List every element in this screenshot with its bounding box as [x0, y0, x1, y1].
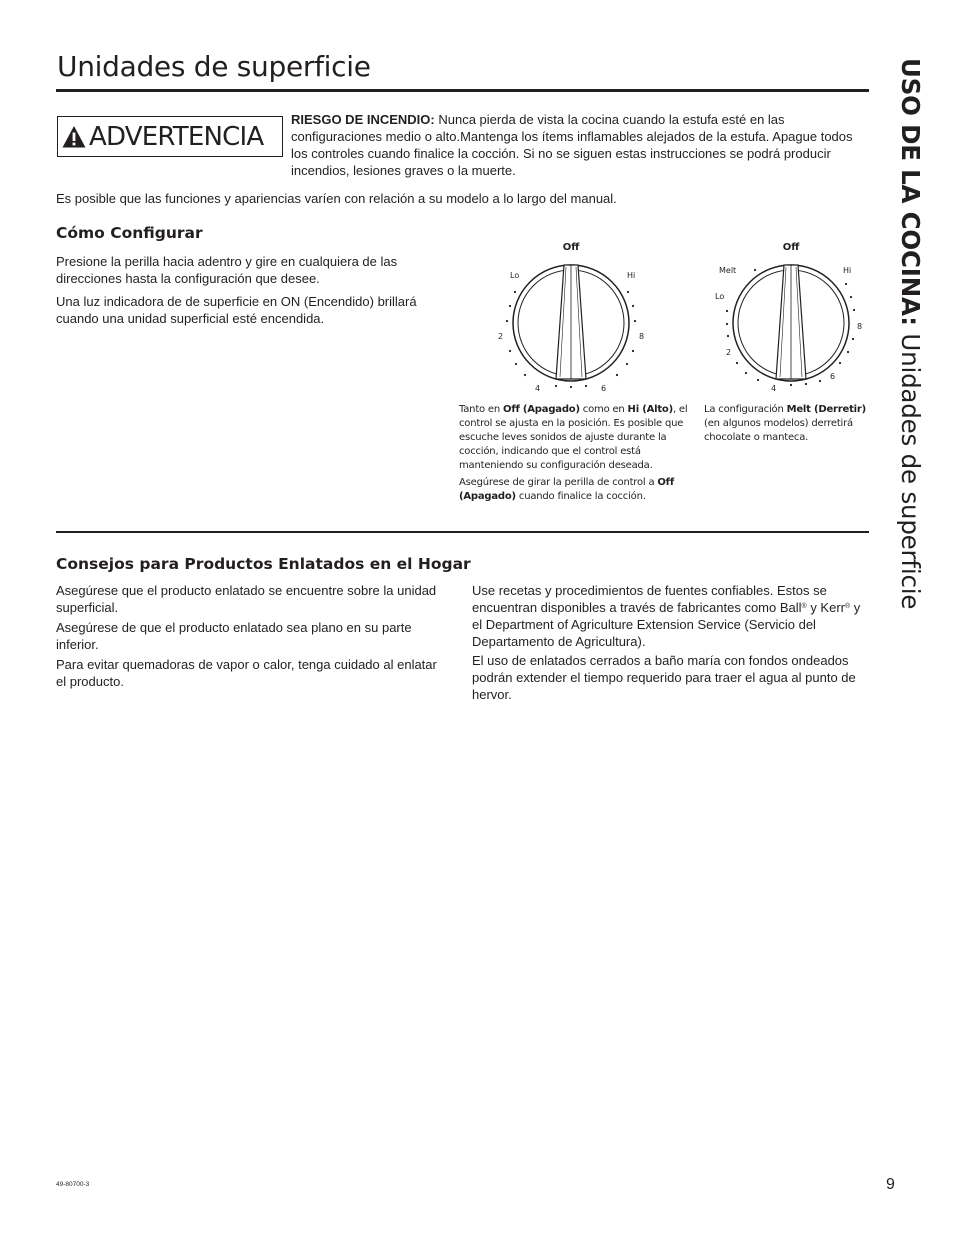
dial1-6-label: 6: [601, 384, 607, 393]
como-configurar-p1: Presione la perilla hacia adentro y gire en cualquiera de las direcciones hasta la configuración que desee.: [56, 254, 398, 286]
side-tab-bold: USO DE LA COCINA:: [896, 58, 925, 326]
dial2-4-label: 4: [771, 384, 777, 393]
control-knob-diagram-1: [494, 236, 654, 396]
dial1-lo-label: Lo: [510, 271, 520, 280]
como-configurar-p2: Una luz indicadora de de superficie en ON (Encendido) brillará cuando una unidad superficial esté encendida.: [56, 294, 417, 326]
dial2-2-label: 2: [726, 348, 732, 357]
dial1-4-label: 4: [535, 384, 541, 393]
page-title: Unidades de superficie: [57, 50, 371, 83]
warning-body: Nunca pierda de vista la cocina cuando la estufa esté en las configuraciones medio o alto.Mantenga los ítems inflamables alejados de la estufa. Apague todos los controles cuando finalice la cocción. Si no se siguen estas instrucciones se podrá producir incendios, lesiones graves o la muerte.: [291, 112, 853, 178]
side-section-tab: [893, 58, 927, 638]
consejos-left-p2: Asegúrese de que el producto enlatado sea plano en su parte inferior.: [56, 620, 412, 652]
dial1-off-label: Off: [562, 242, 580, 253]
dial1-2-label: 2: [498, 332, 504, 341]
consejos-heading: Consejos para Productos Enlatados en el Hogar: [56, 555, 471, 573]
consejos-right-p1: Use recetas y procedimientos de fuentes confiables. Estos se encuentran disponibles a través de fabricantes como Ball® y Kerr® y el Department of Agriculture Extension Service (Servicio del Departamento de Agricultura).: [472, 583, 861, 649]
dial2-6-label: 6: [830, 372, 836, 381]
warning-label: ADVERTENCIA: [89, 121, 264, 152]
page-number: 9: [886, 1176, 895, 1193]
consejos-left-p3: Para evitar quemadoras de vapor o calor, tenga cuidado al enlatar el producto.: [56, 657, 437, 689]
document-code: 49-80700-3: [56, 1181, 90, 1188]
dial2-8-label: 8: [857, 322, 863, 331]
dial2-hi-label: Hi: [843, 266, 852, 275]
como-configurar-heading: Cómo Configurar: [56, 224, 203, 242]
intro-text: Es posible que las funciones y apariencias varíen con relación a su modelo a lo largo del manual.: [56, 191, 617, 206]
title-rule: [56, 89, 869, 92]
warning-triangle-icon: [62, 125, 86, 149]
dial2-lo-label: Lo: [715, 292, 725, 301]
section-divider: [56, 531, 869, 533]
consejos-right-p2: El uso de enlatados cerrados a baño maría con fondos ondeados podrán extender el tiempo requerido para traer el agua al punto de hervor.: [472, 653, 856, 702]
dial-caption-2: La configuración Melt (Derretir) (en algunos modelos) derretirá chocolate o manteca.: [704, 404, 867, 443]
warning-text: [291, 111, 871, 179]
dial2-off-label: Off: [782, 242, 800, 253]
warning-lead: RIESGO DE INCENDIO:: [291, 112, 435, 127]
side-tab-light: Unidades de superficie: [896, 325, 925, 610]
consejos-left-p1: Asegúrese que el producto enlatado se encuentre sobre la unidad superficial.: [56, 583, 437, 615]
warning-badge: [57, 116, 283, 157]
dial1-8-label: 8: [639, 332, 645, 341]
dial1-hi-label: Hi: [627, 271, 636, 280]
control-knob-diagram-2: [714, 236, 874, 396]
dial-caption-1: Tanto en Off (Apagado) como en Hi (Alto), el control se ajusta en la posición. Es posible que escuche leves sonidos de ajuste durante la cocción, indicando que el control está manteniendo su configuración deseada. Asegúrese de girar la perilla de control a Off (Apagado) cuando finalice la cocción.: [459, 404, 688, 502]
dial2-melt-label: Melt: [719, 266, 737, 275]
